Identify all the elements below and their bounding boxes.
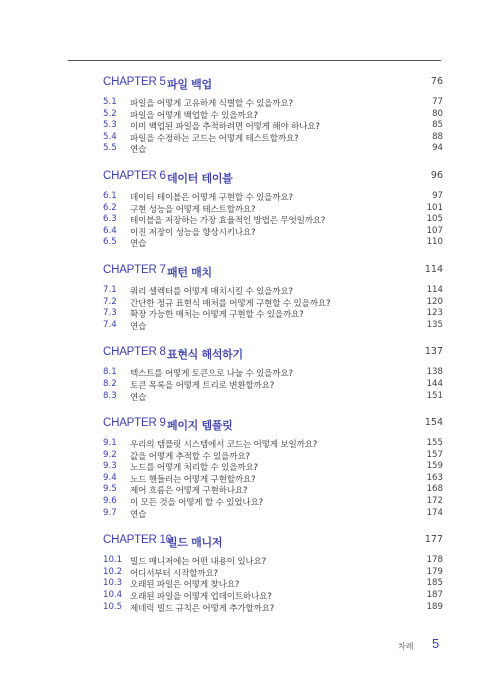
section-page: 120: [426, 296, 443, 307]
section-page: 172: [426, 496, 443, 507]
section-page: 178: [426, 555, 443, 566]
section-number: 10.4: [103, 590, 123, 601]
section-page: 157: [426, 449, 443, 460]
section-entry[interactable]: [103, 567, 443, 579]
section-title: 우리의 템플릿 시스템에서 코드는 어떻게 보일까요?: [130, 440, 318, 451]
section-title: 제어 흐름은 어떻게 구현하나요?: [130, 486, 248, 497]
section-page: 187: [426, 590, 443, 601]
chapter-page: 114: [424, 263, 443, 275]
section-title: 오래된 파일은 어떻게 찾나요?: [130, 580, 240, 591]
section-title: 빌드 매니저에는 어떤 내용이 있나요?: [130, 557, 267, 568]
section-number: 6.3: [103, 214, 117, 225]
section-entry[interactable]: [103, 320, 443, 332]
section-entry[interactable]: [103, 473, 443, 485]
section-page: 155: [426, 438, 443, 449]
chapter-number: CHAPTER 7: [103, 263, 166, 276]
section-number: 9.7: [103, 507, 117, 518]
section-number: 9.4: [103, 472, 117, 483]
section-number: 10.2: [103, 566, 123, 577]
footer-page-number: 5: [432, 636, 440, 651]
chapter-title: 빌드 매니저: [167, 536, 223, 550]
section-number: 9.2: [103, 449, 117, 460]
section-title: 노드를 어떻게 처리할 수 있을까요?: [130, 463, 258, 474]
section-number: 5.5: [103, 143, 117, 154]
section-page: 101: [426, 202, 443, 213]
section-title: 파일을 수정하는 코드는 어떻게 테스트할까요?: [130, 133, 299, 144]
section-number: 6.5: [103, 237, 117, 248]
section-number: 5.3: [103, 120, 117, 131]
section-number: 9.3: [103, 461, 117, 472]
chapter-number: CHAPTER 5: [103, 76, 166, 88]
chapter-page: 137: [424, 346, 443, 358]
section-page: 107: [426, 225, 443, 236]
section-entry[interactable]: [103, 109, 443, 121]
section-title: 테이블을 저장하는 가장 효율적인 방법은 무엇일까요?: [130, 216, 326, 227]
chapter-page: 76: [430, 76, 443, 87]
section-number: 7.4: [103, 319, 117, 330]
chapter-number: CHAPTER 8: [103, 346, 166, 359]
section-number: 7.2: [103, 296, 117, 307]
section-entry[interactable]: [103, 555, 443, 567]
top-rule: [68, 60, 441, 61]
section-entry[interactable]: [103, 226, 443, 238]
section-title: 토큰 목록을 어떻게 트리로 변환할까요?: [130, 380, 275, 391]
section-page: 159: [426, 461, 443, 472]
section-number: 6.1: [103, 190, 117, 201]
section-title: 값을 어떻게 추적할 수 있을까요?: [130, 451, 250, 462]
section-title: 연습: [130, 239, 147, 250]
section-entry[interactable]: [103, 97, 443, 109]
section-page: 123: [426, 308, 443, 319]
section-title: 노드 핸들러는 어떻게 구현할까요?: [130, 474, 256, 485]
chapter-heading[interactable]: [103, 168, 443, 186]
section-page: 174: [426, 507, 443, 518]
section-entry[interactable]: [103, 367, 443, 379]
section-page: 185: [426, 578, 443, 589]
section-title: 연습: [130, 392, 147, 403]
section-entry[interactable]: [103, 214, 443, 226]
section-entry[interactable]: [103, 508, 443, 520]
section-page: 110: [426, 237, 443, 248]
section-number: 9.1: [103, 438, 117, 449]
section-page: 163: [426, 472, 443, 483]
section-title: 데이터 테이블은 어떻게 구현할 수 있을까요?: [130, 192, 293, 203]
section-entry[interactable]: [103, 132, 443, 144]
section-number: 7.3: [103, 308, 117, 319]
chapter-title: 페이지 템플릿: [167, 419, 233, 433]
section-entry[interactable]: [103, 461, 443, 473]
section-title: 연습: [130, 509, 147, 520]
section-page: 144: [426, 378, 443, 389]
section-entry[interactable]: [103, 450, 443, 462]
chapter-page: 154: [424, 417, 443, 429]
section-title: 구현 성능을 어떻게 테스트할까요?: [130, 204, 256, 215]
chapter-block: [103, 168, 443, 249]
section-entry[interactable]: [103, 285, 443, 297]
section-page: 179: [426, 566, 443, 577]
chapter-title: 파일 백업: [167, 78, 212, 91]
table-of-contents: [103, 74, 443, 626]
footer-label: 차례: [398, 642, 414, 651]
section-entry[interactable]: [103, 590, 443, 602]
section-title: 확장 가능한 매처는 어떻게 구현할 수 있을까요?: [130, 310, 304, 321]
section-entry[interactable]: [103, 602, 443, 614]
section-number: 8.3: [103, 390, 117, 401]
section-number: 8.1: [103, 367, 117, 378]
section-page: 168: [426, 484, 443, 495]
section-entry[interactable]: [103, 120, 443, 132]
section-page: 97: [432, 190, 443, 201]
section-page: 80: [432, 108, 443, 119]
section-number: 7.1: [103, 284, 117, 295]
section-page: 151: [426, 390, 443, 401]
chapter-block: [103, 74, 443, 155]
chapter-heading[interactable]: [103, 262, 443, 280]
chapter-page: 177: [424, 534, 443, 546]
section-title: 연습: [130, 321, 147, 332]
section-number: 6.4: [103, 225, 117, 236]
section-number: 9.6: [103, 496, 117, 507]
section-number: 9.5: [103, 484, 117, 495]
section-entry[interactable]: [103, 143, 443, 155]
section-entry[interactable]: [103, 203, 443, 215]
chapter-title: 표현식 해석하기: [167, 348, 243, 362]
section-entry[interactable]: [103, 297, 443, 309]
chapter-heading[interactable]: [103, 74, 443, 92]
section-number: 6.2: [103, 202, 117, 213]
section-entry[interactable]: [103, 237, 443, 249]
section-title: 텍스트를 어떻게 토큰으로 나눌 수 있을까요?: [130, 369, 293, 380]
section-number: 5.4: [103, 131, 117, 142]
chapter-title: 패턴 매치: [167, 265, 212, 279]
section-title: 이미 백업된 파일을 추적하려면 어떻게 해야 하나요?: [130, 122, 320, 133]
section-title: 제네릭 빌드 규칙은 어떻게 추가할까요?: [130, 603, 275, 614]
chapter-title: 데이터 테이블: [167, 171, 233, 185]
chapter-heading[interactable]: [103, 415, 443, 433]
section-entry[interactable]: [103, 496, 443, 508]
section-page: 135: [426, 319, 443, 330]
section-page: 138: [426, 367, 443, 378]
section-page: 85: [432, 120, 443, 131]
section-title: 어디서부터 시작할까요?: [130, 568, 218, 579]
chapter-number: CHAPTER 6: [103, 169, 166, 182]
section-title: 연습: [130, 145, 147, 156]
section-page: 114: [426, 284, 443, 295]
section-title: 오래된 파일을 어떻게 업데이트하나요?: [130, 592, 272, 603]
chapter-block: [103, 532, 443, 613]
section-title: 쿼리 셀렉터를 어떻게 매치시킬 수 있을까요?: [130, 286, 293, 297]
chapter-heading[interactable]: [103, 532, 443, 550]
section-title: 이 모든 것을 어떻게 할 수 있었나요?: [130, 498, 263, 509]
section-number: 10.3: [103, 578, 123, 589]
section-number: 5.2: [103, 108, 117, 119]
section-title: 파일을 어떻게 백업할 수 있을까요?: [130, 110, 258, 121]
section-title: 이진 저장이 성능을 향상시키나요?: [130, 227, 256, 238]
chapter-heading[interactable]: [103, 344, 443, 362]
section-page: 105: [426, 214, 443, 225]
section-page: 77: [432, 97, 443, 107]
section-page: 94: [432, 143, 443, 154]
section-page: 88: [432, 131, 443, 142]
section-number: 8.2: [103, 378, 117, 389]
section-entry[interactable]: [103, 484, 443, 496]
section-entry[interactable]: [103, 391, 443, 403]
chapter-block: [103, 415, 443, 519]
chapter-page: 96: [430, 169, 443, 181]
section-entry[interactable]: [103, 191, 443, 203]
chapter-number: CHAPTER 10: [103, 534, 172, 547]
section-number: 10.1: [103, 555, 123, 566]
chapter-number: CHAPTER 9: [103, 417, 166, 430]
section-title: 파일을 어떻게 고유하게 식별할 수 있을까요?: [130, 99, 293, 109]
chapter-block: [103, 344, 443, 402]
section-title: 간단한 정규 표현식 매처를 어떻게 구현할 수 있을까요?: [130, 298, 331, 309]
section-entry[interactable]: [103, 438, 443, 450]
section-page: 189: [426, 601, 443, 612]
section-entry[interactable]: [103, 379, 443, 391]
section-entry[interactable]: [103, 308, 443, 320]
section-entry[interactable]: [103, 578, 443, 590]
chapter-block: [103, 262, 443, 331]
section-number: 10.5: [103, 601, 123, 612]
section-number: 5.1: [103, 97, 117, 107]
